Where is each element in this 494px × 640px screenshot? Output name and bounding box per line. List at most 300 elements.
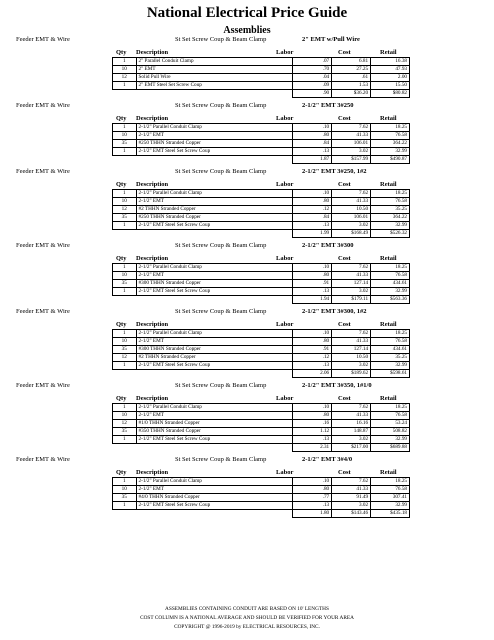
item-labor: .12	[293, 354, 332, 362]
items-table	[112, 403, 410, 452]
section-category: Feeder EMT & Wire	[16, 382, 70, 389]
col-header-retail: Retail	[380, 395, 397, 402]
table-row	[113, 66, 410, 74]
item-labor: .80	[293, 486, 332, 494]
item-cost: 3.02	[332, 222, 371, 230]
item-labor: .10	[293, 124, 332, 132]
item-cost: 106.01	[332, 214, 371, 222]
item-cost: 41.33	[332, 198, 371, 206]
item-labor: .10	[293, 264, 332, 272]
item-description: 2-1/2" Parallel Conduit Clamp	[136, 478, 293, 486]
col-header-cost: Cost	[338, 395, 351, 402]
item-labor: .13	[293, 222, 332, 230]
item-cost: 27.25	[332, 66, 371, 74]
total-retail: $563.36	[371, 296, 410, 304]
table-row	[113, 214, 410, 222]
total-cost: $143.46	[332, 510, 371, 518]
assembly-section	[0, 454, 494, 518]
item-cost: 7.62	[332, 264, 371, 272]
table-row	[113, 198, 410, 206]
item-qty: 10	[113, 338, 137, 346]
item-qty: 1	[113, 148, 137, 156]
table-row	[113, 272, 410, 280]
item-retail: 32.99	[371, 502, 410, 510]
table-row	[113, 330, 410, 338]
section-fitting: St Set Screw Coup & Beam Clamp	[175, 456, 267, 463]
item-qty: 1	[113, 82, 137, 90]
item-qty: 1	[113, 502, 137, 510]
item-description: #2 THHN Stranded Copper	[136, 206, 293, 214]
assembly-section	[0, 34, 494, 98]
col-header-qty: Qty	[116, 395, 127, 402]
section-category: Feeder EMT & Wire	[16, 308, 70, 315]
assembly-section	[0, 240, 494, 304]
item-qty: 1	[113, 190, 137, 198]
section-category: Feeder EMT & Wire	[16, 102, 70, 109]
table-row	[113, 436, 410, 444]
item-retail: 76.58	[371, 486, 410, 494]
section-header	[0, 100, 494, 112]
section-assembly-name: 2-1/2" EMT 3#300	[302, 242, 354, 249]
item-labor: .16	[293, 420, 332, 428]
section-category: Feeder EMT & Wire	[16, 242, 70, 249]
item-retail: 307.41	[371, 494, 410, 502]
item-cost: 41.33	[332, 412, 371, 420]
col-header-cost: Cost	[338, 181, 351, 188]
item-qty: 10	[113, 412, 137, 420]
assembly-section	[0, 100, 494, 164]
item-retail: 32.99	[371, 362, 410, 370]
total-cost: $189.62	[332, 370, 371, 378]
col-header-qty: Qty	[116, 255, 127, 262]
item-cost: 3.02	[332, 502, 371, 510]
total-labor: .90	[293, 90, 332, 98]
item-labor: .10	[293, 190, 332, 198]
item-description: #4/0 THHN Stranded Copper	[136, 494, 293, 502]
item-cost: 106.01	[332, 140, 371, 148]
section-header	[0, 454, 494, 466]
item-retail: 53.24	[371, 420, 410, 428]
totals-row	[113, 90, 410, 98]
total-retail: $80.82	[371, 90, 410, 98]
table-row	[113, 478, 410, 486]
table-row	[113, 362, 410, 370]
section-header	[0, 306, 494, 318]
table-row	[113, 280, 410, 288]
assembly-section	[0, 306, 494, 378]
table-row	[113, 140, 410, 148]
page-title: National Electrical Price Guide	[146, 5, 348, 21]
item-labor: .13	[293, 288, 332, 296]
column-headers	[0, 392, 494, 403]
item-labor: .84	[293, 140, 332, 148]
item-description: 2-1/2" EMT Steel Set Screw Coup	[136, 362, 293, 370]
totals-row	[113, 444, 410, 452]
item-cost: 3.02	[332, 436, 371, 444]
item-description: 2-1/2" EMT Steel Set Screw Coup	[136, 288, 293, 296]
total-labor: 1.80	[293, 510, 332, 518]
total-retail: $526.32	[371, 230, 410, 238]
total-labor: 1.99	[293, 230, 332, 238]
item-cost: 41.33	[332, 486, 371, 494]
col-header-labor: Labor	[276, 395, 294, 402]
item-retail: 32.99	[371, 288, 410, 296]
item-cost: 7.62	[332, 404, 371, 412]
table-row	[113, 264, 410, 272]
table-row	[113, 420, 410, 428]
item-description: #1/0 THHN Stranded Copper	[136, 420, 293, 428]
item-description: #250 THHN Stranded Copper	[136, 214, 293, 222]
item-description: #350 THHN Stranded Copper	[136, 428, 293, 436]
item-retail: 32.99	[371, 436, 410, 444]
item-labor: .04	[293, 74, 332, 82]
totals-row	[113, 230, 410, 238]
col-header-retail: Retail	[380, 181, 397, 188]
section-category: Feeder EMT & Wire	[16, 36, 70, 43]
section-assembly-name: 2-1/2" EMT 3#350, 1#1/0	[302, 382, 372, 389]
table-row	[113, 428, 410, 436]
col-header-labor: Labor	[276, 49, 294, 56]
item-cost: 10.50	[332, 354, 371, 362]
col-header-description: Description	[136, 321, 169, 328]
column-headers	[0, 112, 494, 123]
item-cost: 3.02	[332, 148, 371, 156]
item-description: #250 THHN Stranded Copper	[136, 140, 293, 148]
item-description: Solid Pull Wire	[136, 74, 293, 82]
item-qty: 10	[113, 132, 137, 140]
item-retail: 18.25	[371, 478, 410, 486]
item-labor: .80	[293, 272, 332, 280]
table-row	[113, 502, 410, 510]
table-row	[113, 148, 410, 156]
item-retail: 76.58	[371, 198, 410, 206]
table-row	[113, 494, 410, 502]
column-headers	[0, 46, 494, 57]
item-labor: .07	[293, 58, 332, 66]
table-row	[113, 206, 410, 214]
section-fitting: St Set Screw Coup & Beam Clamp	[175, 308, 267, 315]
col-header-description: Description	[136, 469, 169, 476]
item-qty: 35	[113, 494, 137, 502]
item-qty: 35	[113, 280, 137, 288]
table-row	[113, 82, 410, 90]
col-header-retail: Retail	[380, 49, 397, 56]
item-cost: 148.87	[332, 428, 371, 436]
item-cost: 127.14	[332, 346, 371, 354]
section-header	[0, 240, 494, 252]
item-retail: 76.58	[371, 338, 410, 346]
item-cost: 41.33	[332, 272, 371, 280]
col-header-cost: Cost	[338, 49, 351, 56]
item-description: #300 THHN Stranded Copper	[136, 346, 293, 354]
assembly-section	[0, 380, 494, 452]
col-header-labor: Labor	[276, 255, 294, 262]
assembly-section	[0, 166, 494, 238]
table-row	[113, 74, 410, 82]
item-retail: 364.22	[371, 214, 410, 222]
item-description: 2-1/2" EMT	[136, 198, 293, 206]
footer-note-cost: COST COLUMN IS A NATIONAL AVERAGE AND SHOULD BE VERIFIED FOR YOUR AREA	[140, 615, 354, 621]
item-retail: 47.93	[371, 66, 410, 74]
total-retail: $598.61	[371, 370, 410, 378]
item-description: 2-1/2" EMT	[136, 132, 293, 140]
item-qty: 35	[113, 214, 137, 222]
item-retail: 18.25	[371, 330, 410, 338]
item-labor: .84	[293, 214, 332, 222]
item-cost: .61	[332, 74, 371, 82]
item-cost: 1.53	[332, 82, 371, 90]
section-header	[0, 34, 494, 46]
item-qty: 1	[113, 362, 137, 370]
item-description: 2" EMT	[136, 66, 293, 74]
item-description: 2-1/2" Parallel Conduit Clamp	[136, 404, 293, 412]
col-header-retail: Retail	[380, 469, 397, 476]
total-labor: 2.31	[293, 444, 332, 452]
item-qty: 12	[113, 74, 137, 82]
item-labor: .80	[293, 412, 332, 420]
item-labor: .80	[293, 132, 332, 140]
total-cost: $157.99	[332, 156, 371, 164]
item-cost: 6.81	[332, 58, 371, 66]
table-row	[113, 404, 410, 412]
col-header-retail: Retail	[380, 115, 397, 122]
item-description: 2" Parallel Conduit Clamp	[136, 58, 293, 66]
item-retail: 15.50	[371, 82, 410, 90]
table-row	[113, 486, 410, 494]
item-labor: .10	[293, 330, 332, 338]
column-headers	[0, 318, 494, 329]
total-retail: $435.18	[371, 510, 410, 518]
item-qty: 1	[113, 478, 137, 486]
col-header-qty: Qty	[116, 115, 127, 122]
total-labor: 1.87	[293, 156, 332, 164]
section-assembly-name: 2-1/2" EMT 3#300, 1#2	[302, 308, 367, 315]
col-header-labor: Labor	[276, 181, 294, 188]
col-header-cost: Cost	[338, 469, 351, 476]
item-qty: 1	[113, 264, 137, 272]
section-category: Feeder EMT & Wire	[16, 168, 70, 175]
items-table	[112, 189, 410, 238]
col-header-description: Description	[136, 255, 169, 262]
section-category: Feeder EMT & Wire	[16, 456, 70, 463]
col-header-labor: Labor	[276, 469, 294, 476]
item-cost: 91.49	[332, 494, 371, 502]
col-header-labor: Labor	[276, 321, 294, 328]
item-labor: .13	[293, 502, 332, 510]
item-labor: .13	[293, 436, 332, 444]
item-qty: 10	[113, 272, 137, 280]
item-retail: 18.25	[371, 124, 410, 132]
item-description: #300 THHN Stranded Copper	[136, 280, 293, 288]
items-table	[112, 329, 410, 378]
item-cost: 7.62	[332, 124, 371, 132]
item-retail: 18.25	[371, 190, 410, 198]
item-cost: 7.62	[332, 478, 371, 486]
item-cost: 7.62	[332, 330, 371, 338]
col-header-qty: Qty	[116, 321, 127, 328]
item-description: #2 THHN Stranded Copper	[136, 354, 293, 362]
item-qty: 35	[113, 346, 137, 354]
item-qty: 10	[113, 486, 137, 494]
item-cost: 41.33	[332, 338, 371, 346]
col-header-description: Description	[136, 49, 169, 56]
item-description: 2-1/2" Parallel Conduit Clamp	[136, 190, 293, 198]
item-retail: 364.22	[371, 140, 410, 148]
section-fitting: St Set Screw Coup & Beam Clamp	[175, 242, 267, 249]
item-description: 2-1/2" EMT Steel Set Screw Coup	[136, 436, 293, 444]
item-retail: 76.58	[371, 412, 410, 420]
items-table	[112, 57, 410, 98]
item-description: 2-1/2" Parallel Conduit Clamp	[136, 330, 293, 338]
item-retail: 35.25	[371, 206, 410, 214]
item-cost: 3.02	[332, 362, 371, 370]
item-description: 2-1/2" EMT	[136, 412, 293, 420]
col-header-description: Description	[136, 115, 169, 122]
item-cost: 10.50	[332, 206, 371, 214]
table-row	[113, 222, 410, 230]
item-qty: 10	[113, 66, 137, 74]
column-headers	[0, 466, 494, 477]
item-retail: 434.61	[371, 346, 410, 354]
table-row	[113, 190, 410, 198]
item-qty: 1	[113, 330, 137, 338]
item-retail: 32.99	[371, 148, 410, 156]
total-retail: $490.87	[371, 156, 410, 164]
table-row	[113, 354, 410, 362]
item-description: 2-1/2" EMT Steel Set Screw Coup	[136, 502, 293, 510]
table-row	[113, 58, 410, 66]
section-fitting: St Set Screw Coup & Beam Clamp	[175, 36, 267, 43]
col-header-description: Description	[136, 395, 169, 402]
totals-row	[113, 370, 410, 378]
section-assembly-name: 2-1/2" EMT 3#250	[302, 102, 354, 109]
col-header-retail: Retail	[380, 321, 397, 328]
item-labor: .09	[293, 82, 332, 90]
col-header-cost: Cost	[338, 255, 351, 262]
item-qty: 1	[113, 436, 137, 444]
total-retail: $689.88	[371, 444, 410, 452]
item-labor: .80	[293, 198, 332, 206]
section-header	[0, 166, 494, 178]
items-table	[112, 477, 410, 518]
item-labor: .77	[293, 494, 332, 502]
section-assembly-name: 2" EMT w/Pull Wire	[302, 36, 360, 43]
total-cost: $168.49	[332, 230, 371, 238]
item-retail: 35.25	[371, 354, 410, 362]
item-labor: 1.12	[293, 428, 332, 436]
table-row	[113, 412, 410, 420]
items-table	[112, 263, 410, 304]
item-cost: 127.14	[332, 280, 371, 288]
col-header-qty: Qty	[116, 49, 127, 56]
item-qty: 12	[113, 420, 137, 428]
item-cost: 7.62	[332, 190, 371, 198]
item-labor: .13	[293, 148, 332, 156]
col-header-labor: Labor	[276, 115, 294, 122]
totals-row	[113, 296, 410, 304]
item-qty: 35	[113, 428, 137, 436]
item-qty: 1	[113, 58, 137, 66]
col-header-cost: Cost	[338, 321, 351, 328]
item-labor: .80	[293, 338, 332, 346]
item-labor: .91	[293, 346, 332, 354]
table-row	[113, 288, 410, 296]
total-cost: $217.00	[332, 444, 371, 452]
item-retail: 18.25	[371, 404, 410, 412]
footer-copyright: COPYRIGHT @ 1996-2019 by ELECTRICAL RESOURCES, INC.	[174, 624, 320, 630]
item-labor: .13	[293, 362, 332, 370]
item-qty: 12	[113, 354, 137, 362]
section-fitting: St Set Screw Coup & Beam Clamp	[175, 102, 267, 109]
table-row	[113, 124, 410, 132]
footer-note-lengths: ASSEMBLIES CONTAINING CONDUIT ARE BASED ON 10' LENGTHS	[165, 606, 329, 612]
table-row	[113, 132, 410, 140]
item-description: 2-1/2" EMT	[136, 272, 293, 280]
total-labor: 2.06	[293, 370, 332, 378]
table-row	[113, 346, 410, 354]
item-description: 2" EMT Steel Set Screw Coup	[136, 82, 293, 90]
section-assembly-name: 2-1/2" EMT 3#4/0	[302, 456, 353, 463]
col-header-description: Description	[136, 181, 169, 188]
col-header-cost: Cost	[338, 115, 351, 122]
item-labor: .70	[293, 66, 332, 74]
item-retail: 76.58	[371, 272, 410, 280]
items-table	[112, 123, 410, 164]
col-header-qty: Qty	[116, 181, 127, 188]
item-retail: 32.99	[371, 222, 410, 230]
item-cost: 41.33	[332, 132, 371, 140]
item-labor: .10	[293, 478, 332, 486]
item-qty: 12	[113, 206, 137, 214]
item-qty: 10	[113, 198, 137, 206]
section-fitting: St Set Screw Coup & Beam Clamp	[175, 168, 267, 175]
item-cost: 16.16	[332, 420, 371, 428]
item-qty: 35	[113, 140, 137, 148]
item-description: 2-1/2" EMT Steel Set Screw Coup	[136, 222, 293, 230]
total-cost: $179.11	[332, 296, 371, 304]
totals-row	[113, 510, 410, 518]
item-qty: 1	[113, 124, 137, 132]
item-description: 2-1/2" Parallel Conduit Clamp	[136, 124, 293, 132]
assembly-sections	[0, 34, 494, 520]
section-header	[0, 380, 494, 392]
item-description: 2-1/2" Parallel Conduit Clamp	[136, 264, 293, 272]
column-headers	[0, 252, 494, 263]
section-fitting: St Set Screw Coup & Beam Clamp	[175, 382, 267, 389]
item-labor: .91	[293, 280, 332, 288]
total-cost: $36.20	[332, 90, 371, 98]
col-header-qty: Qty	[116, 469, 127, 476]
page-subtitle: Assemblies	[223, 25, 271, 36]
table-row	[113, 338, 410, 346]
item-retail: 2.00	[371, 74, 410, 82]
item-description: 2-1/2" EMT Steel Set Screw Coup	[136, 148, 293, 156]
item-description: 2-1/2" EMT	[136, 338, 293, 346]
item-cost: 3.02	[332, 288, 371, 296]
item-qty: 1	[113, 288, 137, 296]
item-retail: 16.38	[371, 58, 410, 66]
item-qty: 1	[113, 404, 137, 412]
item-retail: 434.61	[371, 280, 410, 288]
item-retail: 18.25	[371, 264, 410, 272]
item-labor: .10	[293, 404, 332, 412]
item-description: 2-1/2" EMT	[136, 486, 293, 494]
total-labor: 1.94	[293, 296, 332, 304]
col-header-retail: Retail	[380, 255, 397, 262]
totals-row	[113, 156, 410, 164]
item-labor: .12	[293, 206, 332, 214]
column-headers	[0, 178, 494, 189]
